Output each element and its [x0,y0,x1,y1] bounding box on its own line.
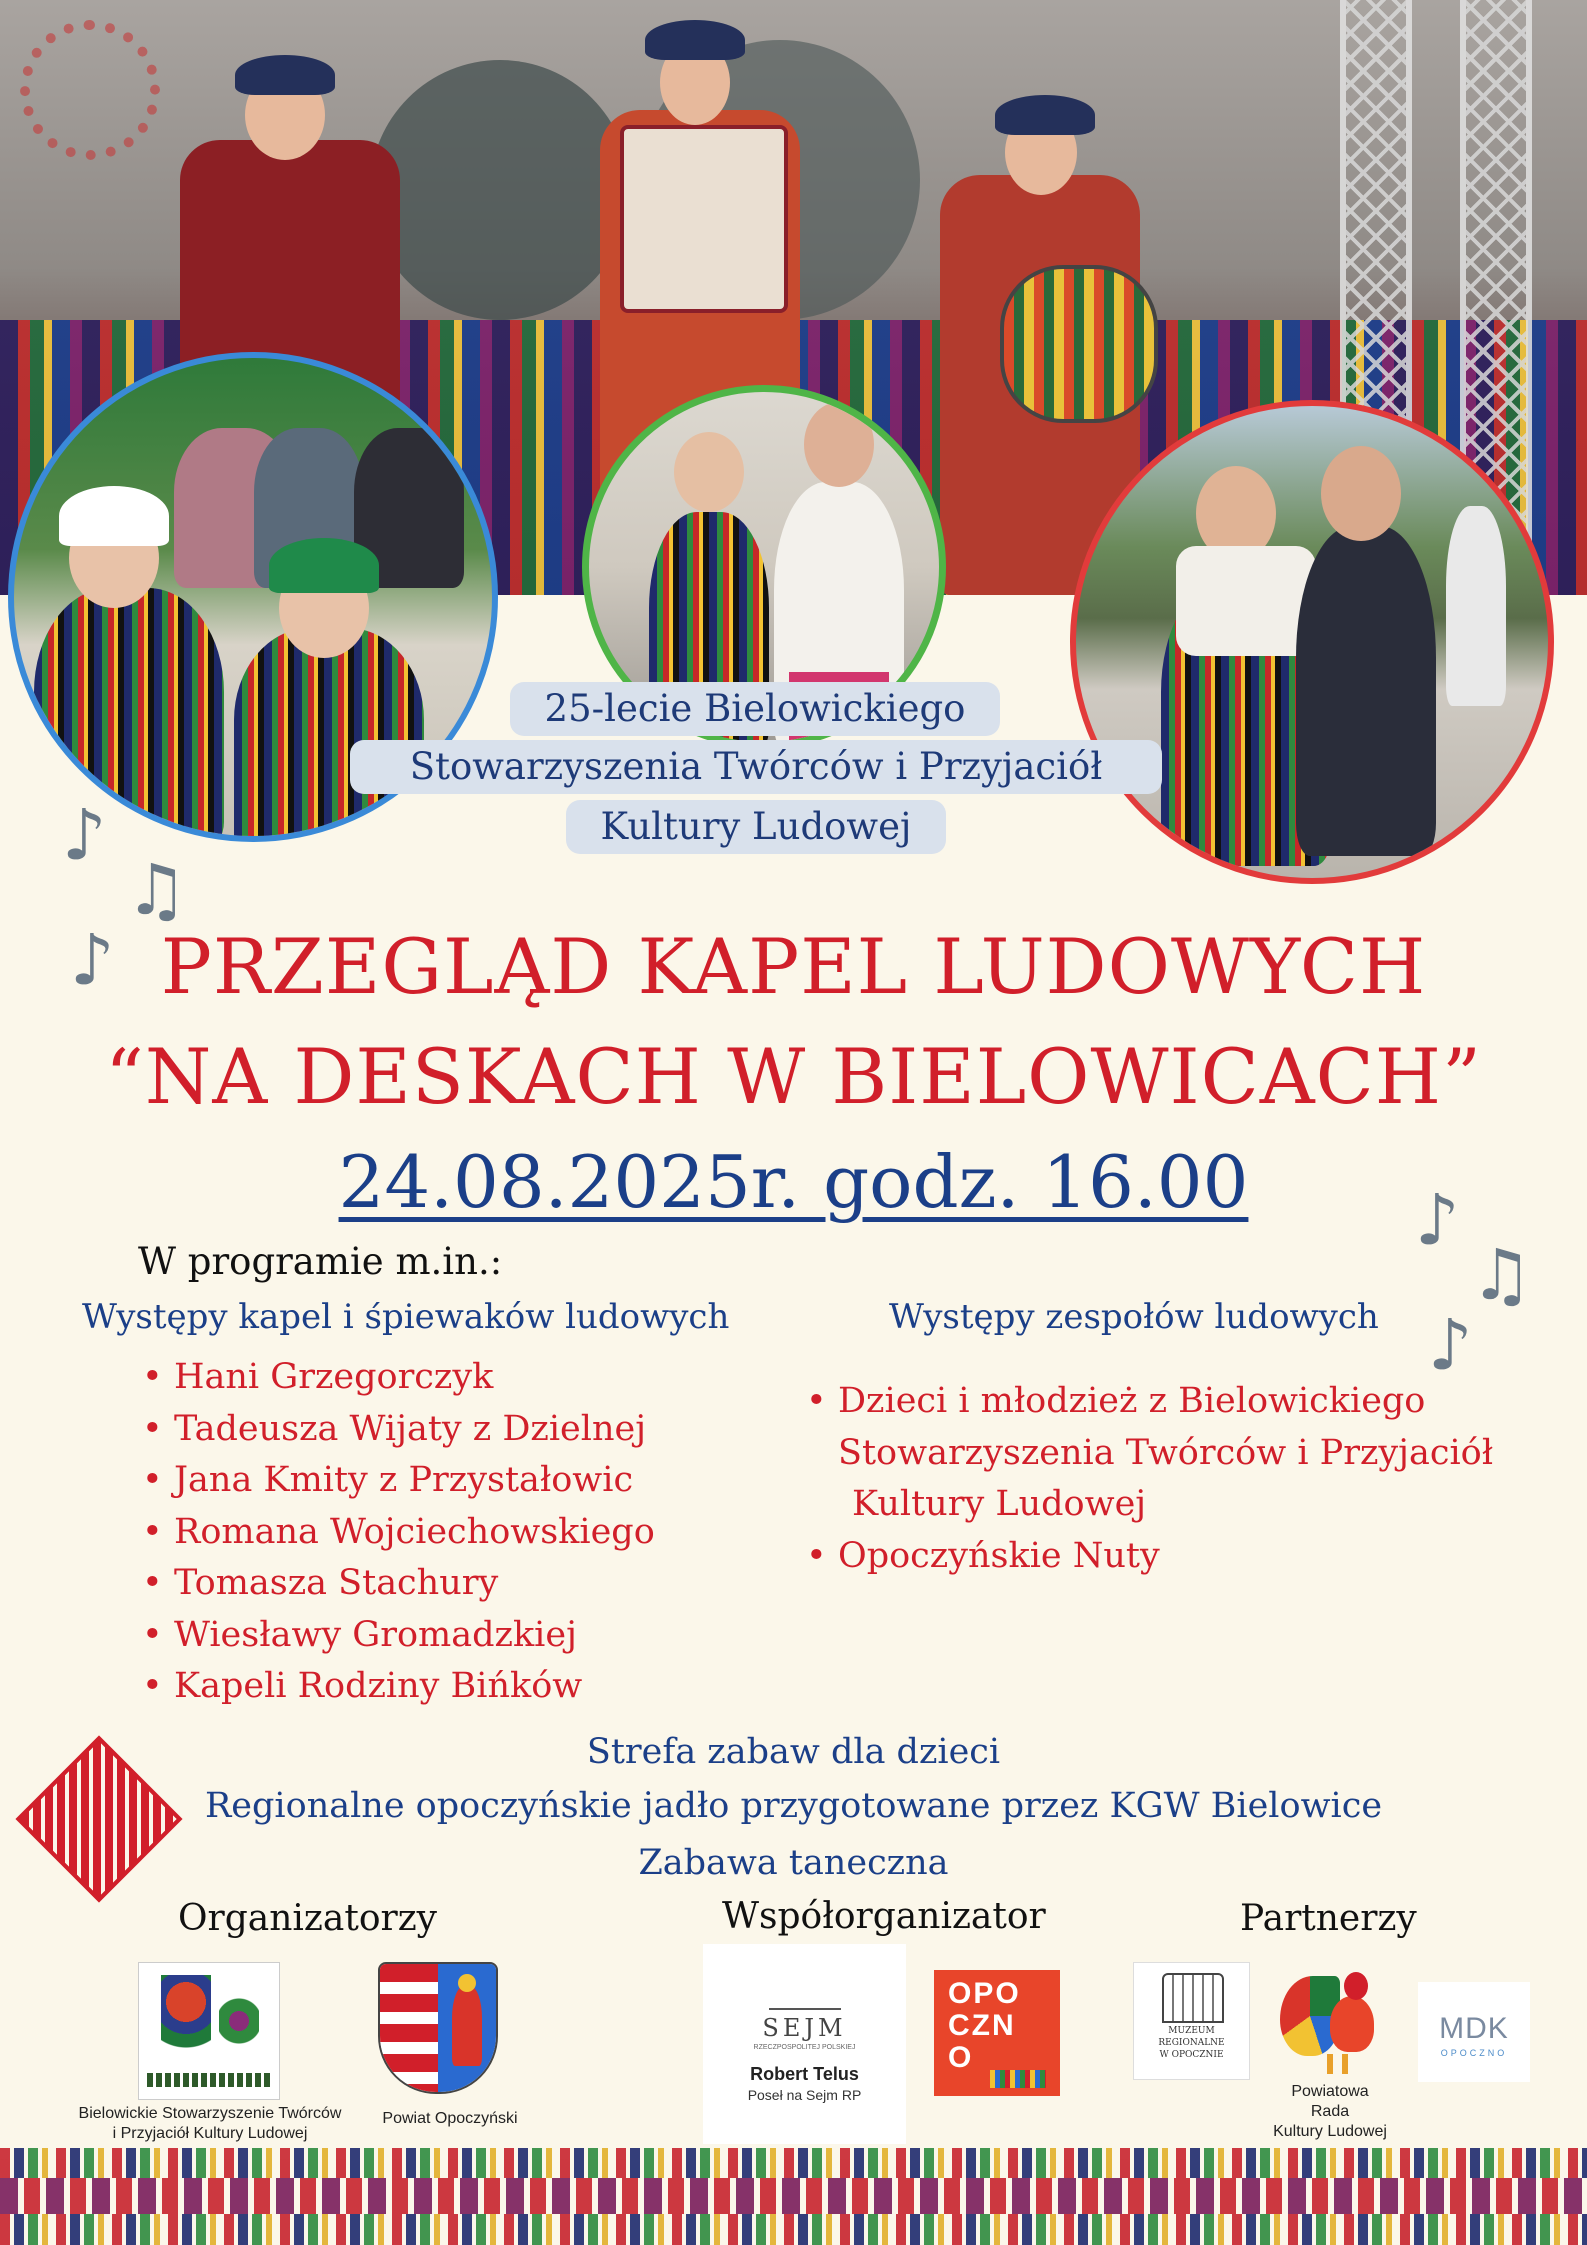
list-item: Stowarzyszenia Twórców i Przyjaciół [838,1432,1494,1473]
coorganizer-heading: Współorganizator [722,1896,1046,1937]
association-logo [138,1962,280,2100]
subtitle-line-1: 25-lecie Bielowickiego [510,682,1000,736]
museum-logo: MUZEUM REGIONALNE W OPOCZNIE [1133,1962,1250,2080]
list-item: • Jana Kmity z Przystałowic [138,1455,655,1507]
regional-food-text: Regionalne opoczyńskie jadło przygotowane przez KGW Bielowice [204,1786,1383,1826]
music-note-icon: ♫ [1470,1234,1533,1316]
list-item: Kultury Ludowej [852,1484,1147,1524]
music-note-icon: ♪ [1428,1304,1473,1386]
list-item: • Tomasza Stachury [138,1558,655,1610]
list-item: • Wiesławy Gromadzkiej [138,1610,655,1662]
kids-zone-text: Strefa zabaw dla dzieci [586,1732,1001,1772]
dance-party-text: Zabawa taneczna [638,1843,949,1883]
sejm-logo: SEJM RZECZPOSPOLITEJ POLSKIEJ Robert Telus Poseł na Sejm RP [703,1944,906,2144]
list-item: • Hani Grzegorczyk [138,1352,655,1404]
prk-caption: Powiatowa Rada Kultury Ludowej [1273,2083,1387,2140]
music-note-icon: ♪ [62,794,107,876]
singers-list [138,1352,655,1713]
program-heading: W programie m.in.: [138,1240,503,1283]
organizers-heading: Organizatorzy [178,1898,438,1939]
ensembles-list [802,1376,1493,1582]
subtitle-line-2: Stowarzyszenia Twórców i Przyjaciół [350,740,1162,794]
partners-heading: Partnerzy [1240,1898,1417,1939]
circle-photo-right [1070,400,1554,884]
left-column-title: Występy kapel i śpiewaków ludowych [82,1297,730,1337]
event-title-line-1: PRZEGLĄD KAPEL LUDOWYCH [160,922,1427,1011]
list-item: • Romana Wojciechowskiego [138,1507,655,1559]
powiat-coat-of-arms [378,1962,498,2094]
list-item: • Dzieci i młodzież z Bielowickiego [802,1376,1493,1428]
org2-caption: Powiat Opoczyński [382,2110,518,2127]
subtitle-line-3: Kultury Ludowej [566,800,946,854]
list-item: • Kapeli Rodziny Bińków [138,1661,655,1713]
org1-caption: Bielowickie Stowarzyszenie Twórców i Przyjaciół Kultury Ludowej [78,2105,342,2142]
event-date: 24.08.2025r. godz. 16.00 [338,1140,1249,1224]
music-note-icon: ♪ [70,919,115,1001]
right-column-title: Występy zespołów ludowych [889,1297,1379,1337]
list-item: • Tadeusza Wijaty z Dzielnej [138,1404,655,1456]
music-note-icon: ♫ [125,849,188,931]
folk-embroidery-border [0,2148,1587,2245]
rooster-logo [1272,1966,1382,2076]
opoczno-logo: OPO CZN O [934,1970,1060,2096]
mdk-logo: MDK OPOCZNO [1418,1982,1530,2082]
event-title-line-2: “NA DESKACH W BIELOWICACH” [105,1032,1482,1121]
music-note-icon: ♪ [1415,1179,1460,1261]
list-item: • Opoczyńskie Nuty [802,1531,1493,1583]
